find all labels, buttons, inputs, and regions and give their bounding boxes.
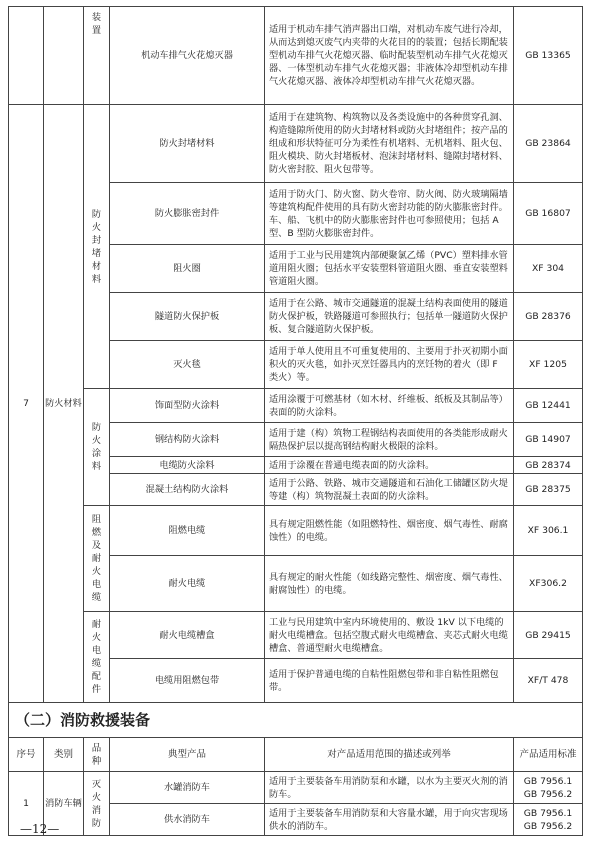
product-desc: 适用于单人使用且不可重复使用的、主要用于扑灭初期小面积火的灭火毯，如扑灭烹饪器具内的烹饪物的着火（即 F 类火）等。 (265, 341, 514, 389)
product-standard: GB 16807 (514, 183, 583, 245)
product-name: 电缆用阻燃包带 (110, 659, 265, 703)
table-row (9, 7, 583, 105)
empty-cell (9, 7, 44, 105)
subcategory-cell: 耐 火 电 缆 配 件 (84, 612, 110, 703)
product-name: 机动车排气火花熄灭器 (110, 7, 265, 105)
product-name: 混凝土结构防火涂料 (110, 474, 265, 506)
standard-line: GB 7956.2 (523, 788, 573, 800)
product-desc: 具有规定的耐火性能（如线路完整性、烟密度、烟气毒性、耐腐蚀性）的电缆。 (265, 556, 514, 612)
product-name: 隧道防火保护板 (110, 293, 265, 341)
page-number: —12— (20, 822, 60, 836)
product-standard: GB 28375 (514, 474, 583, 506)
product-desc: 适用于工业与民用建筑内部硬聚氯乙烯（PVC）塑料排水管道用阻火圈；包括水平安装塑料管道阻火圈、垂直安装塑料管道阻火圈。 (265, 245, 514, 293)
product-standard: XF 304 (514, 245, 583, 293)
product-desc: 适用于涂覆在普通电缆表面的防火涂料。 (265, 457, 514, 474)
product-desc: 适用于防火门、防火窗、防火卷帘、防火阀、防火玻璃隔墙等建筑构配件使用的具有防火密封功能的防火膨胀密封件。车、船、飞机中的防火膨胀密封件也可参照使用；包括 A 型、B 型防火膨胀密封件。 (265, 183, 514, 245)
header-description: 对产品适用范围的描述或列举 (265, 738, 514, 772)
header-kind: 品 种 (84, 738, 110, 772)
subcategory-cell: 阻 燃 及 耐 火 电 缆 (84, 506, 110, 612)
header-category: 类别 (44, 738, 84, 772)
section-heading-row (9, 703, 583, 738)
product-standard (514, 772, 583, 804)
product-name: 阻火圈 (110, 245, 265, 293)
category-cell: 消防车辆 (44, 772, 84, 836)
product-desc: 适用涂覆于可燃基材（如木材、纤维板、纸板及其制品等）表面的防火涂料。 (265, 389, 514, 423)
product-name: 电缆防火涂料 (110, 457, 265, 474)
product-name: 供水消防车 (110, 804, 265, 836)
subcategory-cell: 防 火 封 堵 材 料 (84, 105, 110, 389)
empty-cell (44, 7, 84, 105)
standard-line: GB 7956.1 (523, 807, 573, 819)
table-row (9, 612, 583, 659)
product-name: 钢结构防火涂料 (110, 423, 265, 457)
product-desc: 适用于机动车排气消声器出口端，对机动车废气进行冷却，从而达到熄灭废气内夹带的火花目的的装置；包括长期配装型机动车排气火花熄灭器、临时配装型机动车排气火花熄灭器、一体型机动车排气火花熄灭器；非液体冷却型机动车排气火花熄灭器、液体冷却型机动车排气火花熄灭器。 (265, 7, 514, 105)
product-standard: XF 306.1 (514, 506, 583, 556)
product-desc: 适用于建（构）筑物工程钢结构表面使用的各类能形成耐火隔热保护层以提高钢结构耐火极限的涂料。 (265, 423, 514, 457)
table-row (9, 389, 583, 423)
table-row (9, 105, 583, 183)
product-standard: XF 1205 (514, 341, 583, 389)
product-standard: XF306.2 (514, 556, 583, 612)
subcategory-cell: 防 火 涂 料 (84, 389, 110, 506)
product-standard: GB 12441 (514, 389, 583, 423)
subcategory-cell: 装 置 (84, 7, 110, 105)
product-name: 防火封堵材料 (110, 105, 265, 183)
product-desc: 适用于在公路、城市交通隧道的混凝土结构表面使用的隧道防火保护板，铁路隧道可参照执行；包括单一隧道防火保护板、复合隧道防火保护板。 (265, 293, 514, 341)
product-desc: 工业与民用建筑中室内环境使用的、敷设 1kV 以下电缆的耐火电缆槽盒。包括空腹式耐火电缆槽盒、夹芯式耐火电缆槽盒、普通型耐火电缆槽盒。 (265, 612, 514, 659)
table-row (9, 506, 583, 556)
product-standard: GB 14907 (514, 423, 583, 457)
product-desc: 适用于公路、铁路、城市交通隧道和石油化工储罐区防火堤等建（构）筑物混凝土表面的防火涂料。 (265, 474, 514, 506)
product-name: 防火膨胀密封件 (110, 183, 265, 245)
category-cell: 防火材料 (44, 105, 84, 703)
product-desc: 适用于保护普通电缆的自粘性阻燃包带和非自粘性阻燃包带。 (265, 659, 514, 703)
product-standard (514, 804, 583, 836)
product-standard: GB 13365 (514, 7, 583, 105)
product-name: 阻燃电缆 (110, 506, 265, 556)
product-desc: 适用于主要装备车用消防泵和水罐，以水为主要灭火剂的消防车。 (265, 772, 514, 804)
product-standard: GB 23864 (514, 105, 583, 183)
section-title: （二）消防救援装备 (9, 703, 583, 738)
header-standard: 产品适用标准 (514, 738, 583, 772)
product-desc: 具有规定阻燃性能（如阻燃特性、烟密度、烟气毒性、耐腐蚀性）的电缆。 (265, 506, 514, 556)
product-standard: GB 28376 (514, 293, 583, 341)
product-name: 耐火电缆槽盒 (110, 612, 265, 659)
product-name: 灭火毯 (110, 341, 265, 389)
product-desc: 适用于主要装备车用消防泵和大容量水罐，用于向灾害现场供水的消防车。 (265, 804, 514, 836)
row-number: 1 (9, 772, 44, 836)
standard-line: GB 7956.1 (523, 775, 573, 787)
product-standard: XF/T 478 (514, 659, 583, 703)
header-no: 序号 (9, 738, 44, 772)
header-product: 典型产品 (110, 738, 265, 772)
product-desc: 适用于在建筑物、构筑物以及各类设施中的各种贯穿孔洞、构造缝隙所使用的防火封堵材料或防火封堵组件；按产品的组成和形状特征可分为柔性有机堵料、无机堵料、阻火包、阻火模块、防火封堵板材、泡沫封堵材料、缝隙封堵材料、防火密封胶、阻火包带等。 (265, 105, 514, 183)
product-standard: GB 28374 (514, 457, 583, 474)
table-row (9, 772, 583, 804)
table-header-row (9, 738, 583, 772)
row-number: 7 (9, 105, 44, 703)
standards-table (8, 6, 583, 836)
product-name: 耐火电缆 (110, 556, 265, 612)
standard-line: GB 7956.2 (523, 820, 573, 832)
subcategory-cell: 灭 火 消 防 (84, 772, 110, 836)
product-name: 饰面型防火涂料 (110, 389, 265, 423)
product-standard: GB 29415 (514, 612, 583, 659)
product-name: 水罐消防车 (110, 772, 265, 804)
